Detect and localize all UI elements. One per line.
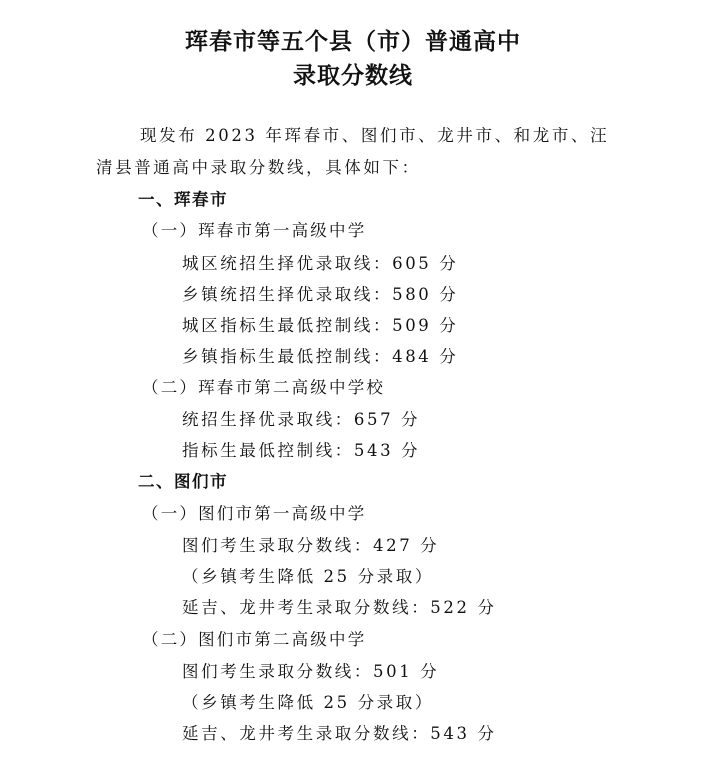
school-name: （二）图们市第二高级中学 — [142, 630, 367, 649]
school-name: （一）珲春市第一高级中学 — [142, 221, 367, 240]
score-line-item: 延吉、龙井考生录取分数线：543 分 — [182, 724, 497, 743]
score-line-item: 乡镇统招生择优录取线：580 分 — [182, 285, 459, 304]
score-line-item: 图们考生录取分数线：501 分 — [182, 662, 440, 681]
score-note-item: （乡镇考生降低 25 分录取） — [182, 567, 434, 586]
score-line-item: 乡镇指标生最低控制线：484 分 — [182, 347, 459, 366]
document-title-line-2: 录取分数线 — [293, 62, 413, 89]
document-title-line-1: 珲春市等五个县（市）普通高中 — [185, 28, 521, 55]
score-line-item: 图们考生录取分数线：427 分 — [182, 536, 440, 555]
score-line-item: 延吉、龙井考生录取分数线：522 分 — [182, 598, 497, 617]
score-line-item: 统招生择优录取线：657 分 — [182, 410, 421, 429]
score-note-item: （乡镇考生降低 25 分录取） — [182, 693, 434, 712]
score-line-item: 城区指标生最低控制线：509 分 — [182, 316, 459, 335]
school-name: （二）珲春市第二高级中学校 — [142, 378, 386, 397]
intro-paragraph-line-1: 现发布 2023 年珲春市、图们市、龙井市、和龙市、汪 — [140, 126, 610, 145]
section-heading-hunchun: 一、珲春市 — [138, 190, 228, 209]
section-heading-tumen: 二、图们市 — [138, 472, 228, 491]
intro-paragraph-line-2: 清县普通高中录取分数线，具体如下： — [96, 158, 421, 177]
school-name: （一）图们市第一高级中学 — [142, 504, 367, 523]
score-line-item: 城区统招生择优录取线：605 分 — [182, 254, 459, 273]
score-line-item: 指标生最低控制线：543 分 — [182, 441, 421, 460]
